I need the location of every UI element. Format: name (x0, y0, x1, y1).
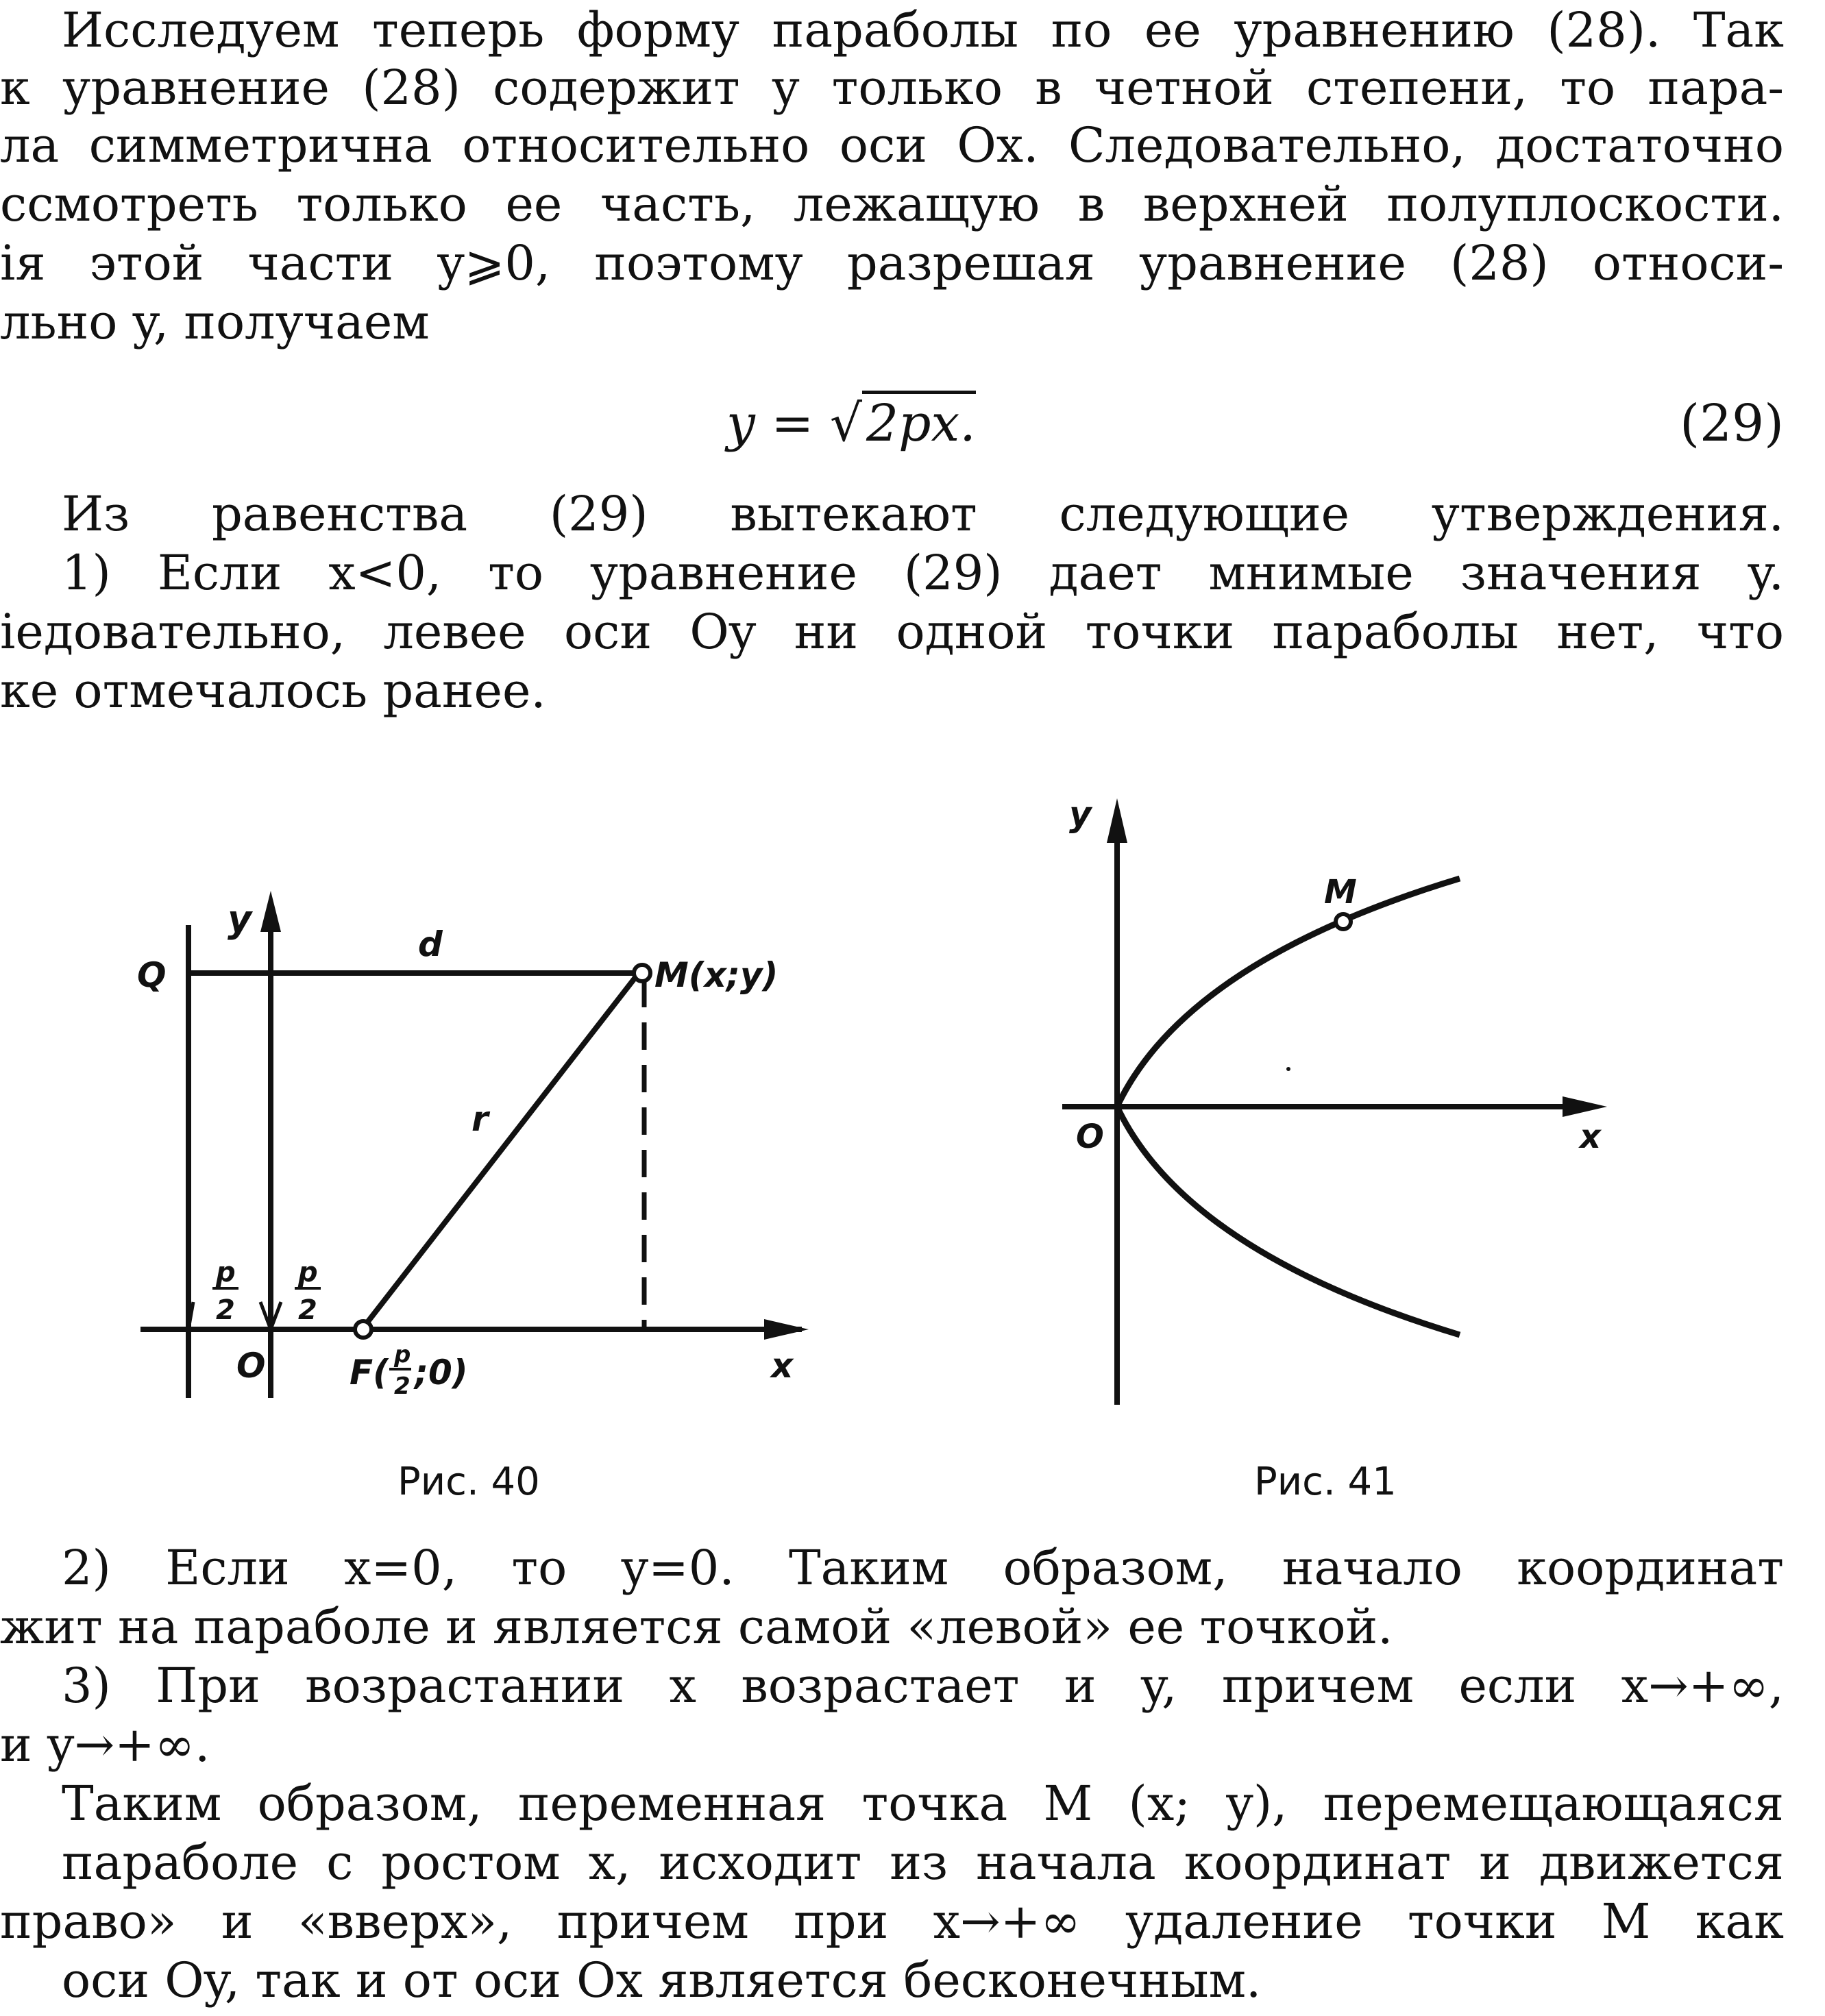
text-line: жит на параболе и является самой «левой» ее точкой. (0, 1599, 1393, 1655)
formula-number: (29) (1680, 394, 1784, 453)
label-r: r (471, 1099, 489, 1139)
figure-41 (1049, 788, 1617, 1405)
stray-dot (1286, 1067, 1290, 1071)
figure-40 (123, 877, 836, 1398)
sqrt-sign: √ (829, 394, 863, 453)
formula-radicand: 2px. (862, 391, 976, 453)
text-line: 1) Если x<0, то уравнение (29) дает мнимые значения y. (62, 545, 1784, 601)
text-line: ла симметрична относительно оси Ox. Следовательно, достаточно (0, 117, 1784, 173)
label-p: p (298, 1257, 318, 1288)
label-p: p (394, 1341, 411, 1368)
label-y: y (1069, 794, 1092, 834)
text-line: право» и «вверх», причем при x→+∞ удаление точки M как (0, 1893, 1784, 1950)
text-line: ке отмечалось ранее. (0, 663, 546, 719)
formula-lhs: y = (726, 394, 830, 453)
formula-29 (726, 394, 976, 453)
text-line: 2) Если x=0, то y=0. Таким образом, начало координат (62, 1540, 1784, 1596)
text-line: к уравнение (28) содержит y только в четной степени, то пара- (0, 60, 1784, 116)
point-M (634, 965, 650, 981)
text-line: Из равенства (29) вытекают следующие утверждения. (62, 486, 1784, 542)
text-line: льно y, получаем (0, 294, 430, 350)
label-M: M (1324, 873, 1357, 911)
label-F: F( (350, 1353, 389, 1392)
x-axis-arrow (764, 1319, 809, 1340)
y-axis-arrow (1107, 798, 1127, 843)
text-line: Таким образом, переменная точка M (x; y), перемещающаяся (62, 1775, 1784, 1832)
label-2: 2 (298, 1294, 317, 1326)
label-p: p (216, 1257, 236, 1288)
segment-FM (362, 973, 639, 1329)
point-F (355, 1321, 371, 1338)
label-x: x (1580, 1118, 1601, 1156)
label-2: 2 (394, 1373, 411, 1398)
caption-fig41: Рис. 41 (1254, 1460, 1397, 1504)
text-line: оси Oy, так и от оси Ox является бесконечным. (62, 1952, 1262, 2008)
text-line: іедовательно, левее оси Oy ни одной точки параболы нет, что (0, 604, 1784, 660)
text-line: и y→+∞. (0, 1717, 210, 1773)
y-axis-arrow (260, 891, 281, 932)
text-line: Исследуем теперь форму параболы по ее уравнению (28). Так (62, 2, 1784, 58)
label-2: 2 (216, 1294, 235, 1326)
label-F-end: ;0) (415, 1353, 468, 1392)
point-M (1336, 914, 1351, 929)
label-Q: Q (137, 955, 167, 995)
x-axis-arrow (1563, 1096, 1607, 1117)
label-d: d (418, 924, 443, 964)
label-M: M(x;y) (654, 955, 779, 995)
text-line: 3) При возрастании x возрастает и y, причем если x→+∞, (62, 1658, 1784, 1714)
text-line: ія этой части y⩾0, поэтому разрешая уравнение (28) относи- (0, 235, 1784, 291)
label-O: O (236, 1346, 266, 1386)
label-y: y (228, 898, 252, 941)
text-line: параболе с ростом x, исходит из начала координат и движется (62, 1834, 1784, 1891)
text-line: ссмотреть только ее часть, лежащую в верхней полуплоскости. (0, 176, 1784, 232)
label-O: O (1076, 1118, 1104, 1156)
caption-fig40: Рис. 40 (397, 1460, 540, 1504)
label-x: x (771, 1346, 794, 1386)
